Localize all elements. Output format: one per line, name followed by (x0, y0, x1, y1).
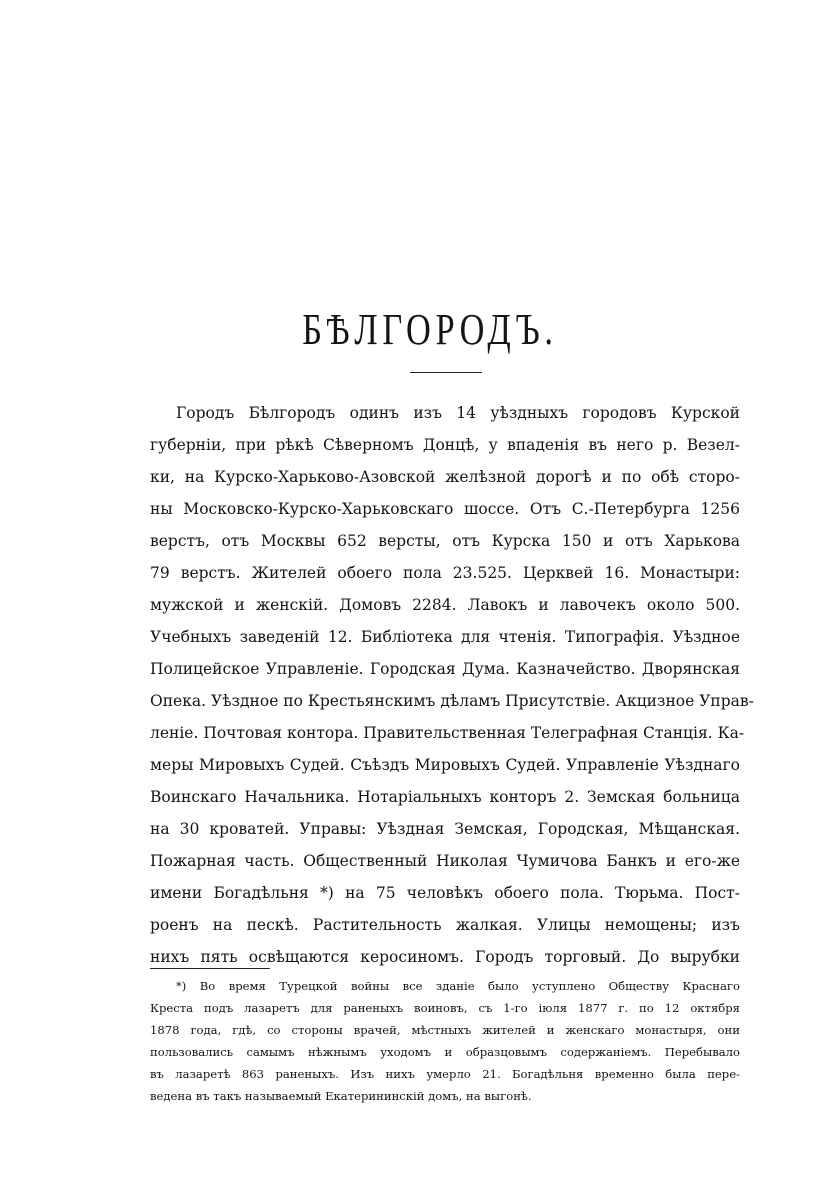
footnote-line: Креста подъ лазаретъ для раненыхъ воиновъ, съ 1-го іюля 1877 г. по 12 октября (150, 1001, 740, 1015)
page-title: БѢЛГОРОДЪ. (302, 305, 558, 354)
body-line: губерніи, при рѣкѣ Сѣверномъ Донцѣ, у впаденія въ него р. Везел- (150, 436, 740, 454)
body-line: Городъ Бѣлгородъ одинъ изъ 14 уѣздныхъ городовъ Курской (176, 404, 740, 422)
body-line: на 30 кроватей. Управы: Уѣздная Земская, Городская, Мѣщанская. (150, 820, 740, 838)
body-line: 79 верстъ. Жителей обоего пола 23.525. Церквей 16. Монастыри: (150, 564, 740, 582)
body-line: верстъ, отъ Москвы 652 версты, отъ Курска 150 и отъ Харькова (150, 532, 740, 550)
footnote-line: ведена въ такъ называемый Екатерининскій домъ, на выгонѣ. (150, 1089, 532, 1103)
body-line: роенъ на пескѣ. Растительность жалкая. Улицы немощены; изъ (150, 916, 740, 934)
footnote-line: 1878 года, гдѣ, со стороны врачей, мѣстныхъ жителей и женскаго монастыря, они (150, 1023, 740, 1037)
body-line: Учебныхъ заведеній 12. Библіотека для чтенія. Типографія. Уѣздное (150, 628, 740, 646)
footnote-line: въ лазаретѣ 863 раненыхъ. Изъ нихъ умерло 21. Богадѣльня временно была пере- (150, 1067, 740, 1081)
body-line: Воинскаго Начальника. Нотаріальныхъ конторъ 2. Земская больница (150, 788, 740, 806)
body-line: Полицейское Управленіе. Городская Дума. Казначейство. Дворянская (150, 660, 740, 678)
body-line: ны Московско-Курско-Харьковскаго шоссе. Отъ С.-Петербурга 1256 (150, 500, 740, 518)
body-line: Пожарная часть. Общественный Николая Чумичова Банкъ и его-же (150, 852, 740, 870)
title-divider (410, 372, 482, 373)
body-line: Опека. Уѣздное по Крестьянскимъ дѣламъ Присутствіе. Акцизное Управ- (150, 692, 754, 710)
footnote (150, 975, 740, 1107)
body-line: леніе. Почтовая контора. Правительственная Телеграфная Станція. Ка- (150, 724, 745, 742)
body-line: ки, на Курско-Харьково-Азовской желѣзной дорогѣ и по обѣ сторо- (150, 468, 740, 486)
body-text (150, 397, 754, 973)
footnote-line: пользовались самымъ нѣжнымъ уходомъ и образцовымъ содержаніемъ. Перебывало (150, 1045, 740, 1059)
body-line: мужской и женскій. Домовъ 2284. Лавокъ и лавочекъ около 500. (150, 596, 740, 614)
body-line: имени Богадѣльня *) на 75 человѣкъ обоего пола. Тюрьма. Пост- (150, 884, 740, 902)
body-line: нихъ пять освѣщаются керосиномъ. Городъ торговый. До вырубки (150, 948, 740, 966)
footnote-line: *) Во время Турецкой войны все зданіе было уступлено Обществу Краснаго (176, 979, 740, 993)
body-line: меры Мировыхъ Судей. Съѣздъ Мировыхъ Судей. Управленіе Уѣзднаго (150, 756, 740, 774)
footnote-divider (150, 968, 270, 969)
